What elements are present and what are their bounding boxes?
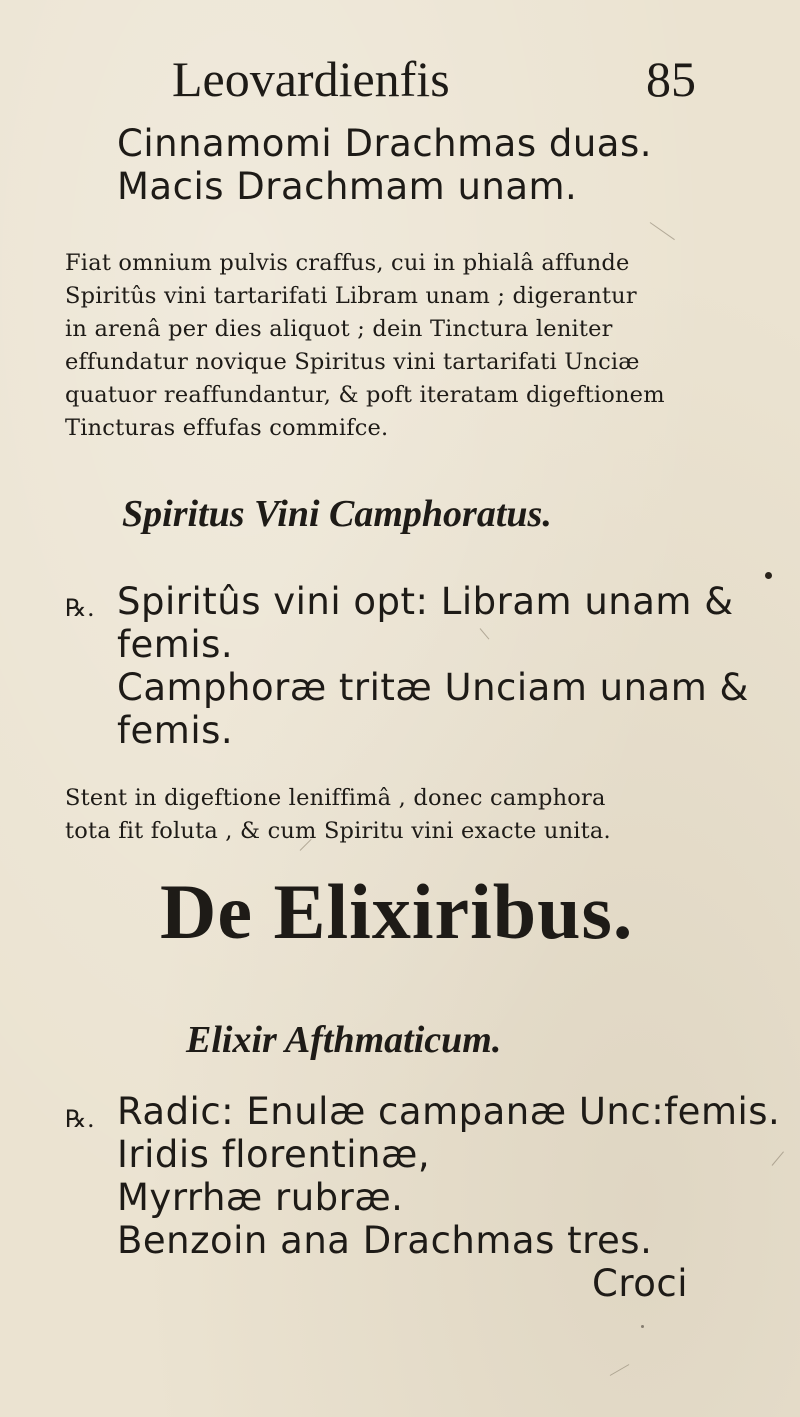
section-title: De Elixiribus. <box>160 868 634 955</box>
recipe-line: femis. <box>117 709 234 752</box>
recipe-heading: Spiritus Vini Camphoratus. <box>122 493 552 535</box>
running-head: Leovardienfis <box>172 51 450 107</box>
paragraph-line: tota fit foluta , & cum Spiritu vini exacte unita. <box>65 818 611 844</box>
ink-speck <box>765 572 772 579</box>
recipe-line: Iridis florentinæ, <box>117 1133 431 1176</box>
ink-speck <box>641 1325 644 1328</box>
paragraph-line: effundatur novique Spiritus vini tartarifati Unciæ <box>65 349 640 375</box>
paragraph-line: Tincturas effufas commifce. <box>65 415 389 441</box>
recipe-line: Camphoræ tritæ Unciam unam & <box>117 666 749 709</box>
paragraph-line: quatuor reaffundantur, & poft iteratam digeftionem <box>65 382 665 408</box>
recipe-line: Benzoin ana Drachmas tres. <box>117 1219 653 1262</box>
recipe-line: Spiritûs vini opt: Libram unam & <box>117 580 734 623</box>
recipe-heading: Elixir Afthmaticum. <box>186 1019 502 1061</box>
recipe-mark: ℞. <box>65 594 96 622</box>
ingredient-line: Cinnamomi Drachmas duas. <box>117 122 653 165</box>
recipe-mark: ℞. <box>65 1105 96 1133</box>
paragraph-line: Spiritûs vini tartarifati Libram unam ; digerantur <box>65 283 637 309</box>
paper-fiber <box>480 628 490 639</box>
paper-fiber <box>610 1364 630 1376</box>
ingredient-line: Macis Drachmam unam. <box>117 165 578 208</box>
page-number: 85 <box>646 51 696 107</box>
recipe-line: femis. <box>117 623 234 666</box>
paragraph-line: Fiat omnium pulvis craffus, cui in phialâ affunde <box>65 250 630 276</box>
paragraph-line: in arenâ per dies aliquot ; dein Tinctura leniter <box>65 316 613 342</box>
catchword: Croci <box>592 1262 688 1305</box>
recipe-line: Myrrhæ rubræ. <box>117 1176 404 1219</box>
recipe-line: Radic: Enulæ campanæ Unc:femis. <box>117 1090 781 1133</box>
paper-fiber <box>772 1151 784 1165</box>
paper-fiber <box>650 222 675 240</box>
paragraph-line: Stent in digeftione leniffimâ , donec camphora <box>65 785 606 811</box>
